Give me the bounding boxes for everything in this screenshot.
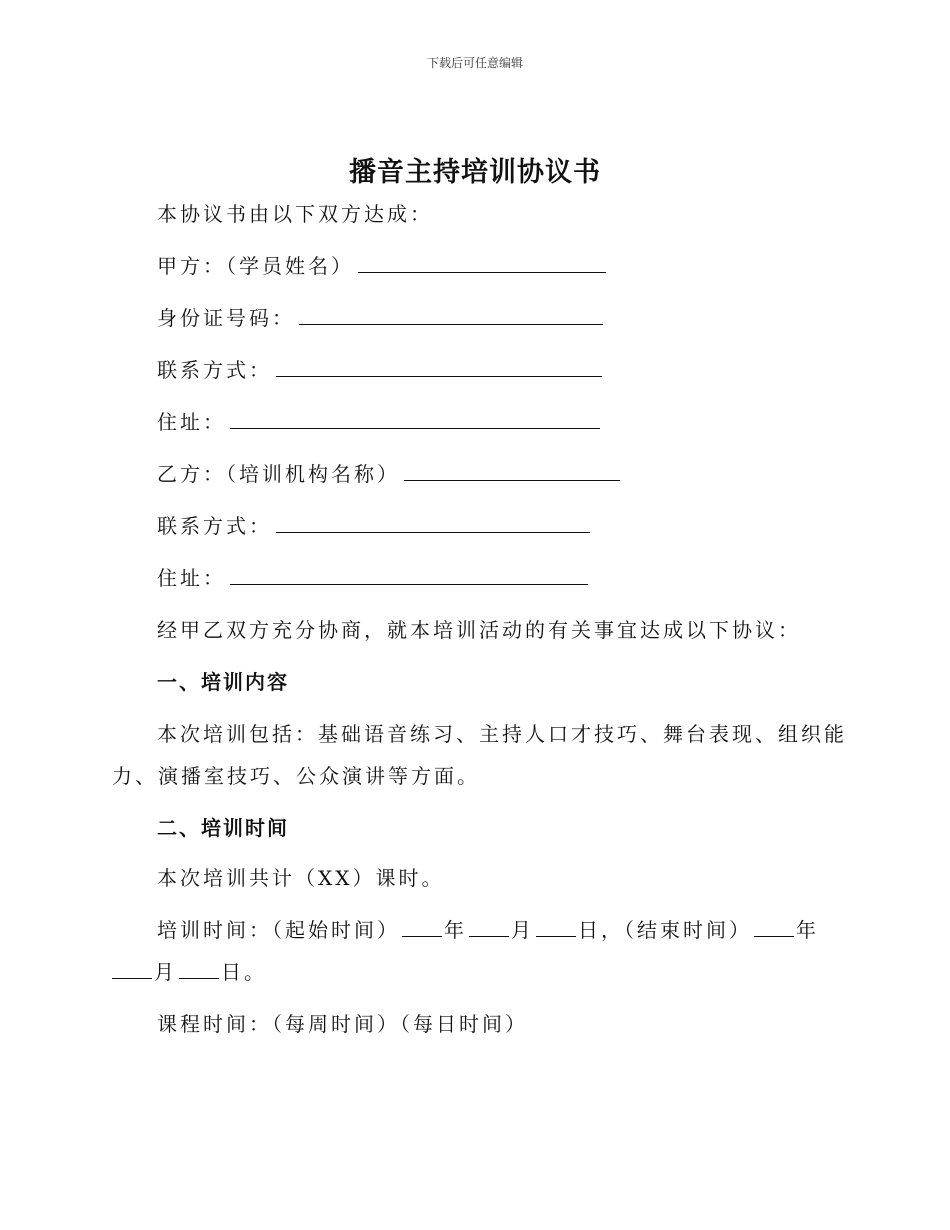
end-time-label: （结束时间） <box>624 918 752 942</box>
party-a-label: 甲方：（学员姓名） <box>157 254 354 278</box>
party-a-contact-blank <box>276 375 602 377</box>
header-note: 下载后可任意编辑 <box>426 56 523 70</box>
party-b-name-blank <box>404 479 620 481</box>
party-a-id-row <box>157 302 603 331</box>
party-a-address-row <box>157 406 600 435</box>
party-a-id-label: 身份证号码： <box>157 306 295 330</box>
end-month-unit: 月 <box>154 960 177 984</box>
training-hours: 本次培训共计（XX）课时。 <box>157 866 445 890</box>
end-year-unit: 年 <box>796 918 819 942</box>
party-a-row <box>157 250 606 279</box>
party-a-address-blank <box>230 427 600 429</box>
party-b-contact-blank <box>276 531 590 533</box>
start-year-unit: 年 <box>444 918 467 942</box>
start-day-blank <box>536 935 576 937</box>
party-b-label: 乙方：（培训机构名称） <box>157 462 400 486</box>
party-a-name-blank <box>358 271 606 273</box>
start-month-blank <box>469 935 509 937</box>
party-b-row <box>157 458 620 487</box>
party-b-address-label: 住址： <box>157 566 226 590</box>
end-day-blank <box>179 977 219 979</box>
section-1-heading: 一、培训内容 <box>157 670 289 694</box>
party-a-contact-label: 联系方式： <box>157 358 272 382</box>
course-schedule: 课程时间：（每周时间）（每日时间） <box>157 1012 528 1036</box>
start-year-blank <box>402 935 442 937</box>
agreement-intro: 经甲乙双方充分协商，就本培训活动的有关事宜达成以下协议： <box>157 618 801 642</box>
end-year-blank <box>754 935 794 937</box>
section-1-line-2: 力、演播室技巧、公众演讲等方面。 <box>112 764 480 788</box>
party-a-id-blank <box>299 323 603 325</box>
section-1-line-1: 本次培训包括：基础语音练习、主持人口才技巧、舞台表现、组织能 <box>157 722 847 746</box>
intro-text: 本协议书由以下双方达成： <box>157 202 433 226</box>
training-time-row-cont <box>112 956 267 985</box>
party-b-contact-label: 联系方式： <box>157 514 272 538</box>
end-month-blank <box>112 977 152 979</box>
party-b-contact-row <box>157 510 590 539</box>
start-day-unit: 日， <box>578 918 624 942</box>
party-a-address-label: 住址： <box>157 410 226 434</box>
section-2-heading: 二、培训时间 <box>157 816 289 840</box>
start-month-unit: 月 <box>511 918 534 942</box>
training-time-label: 培训时间：（起始时间） <box>157 918 400 942</box>
document-title: 播音主持培训协议书 <box>349 157 601 188</box>
party-a-contact-row <box>157 354 602 383</box>
training-time-row <box>157 914 819 943</box>
party-b-address-blank <box>230 583 588 585</box>
end-day-unit: 日。 <box>221 960 267 984</box>
party-b-address-row <box>157 562 588 591</box>
